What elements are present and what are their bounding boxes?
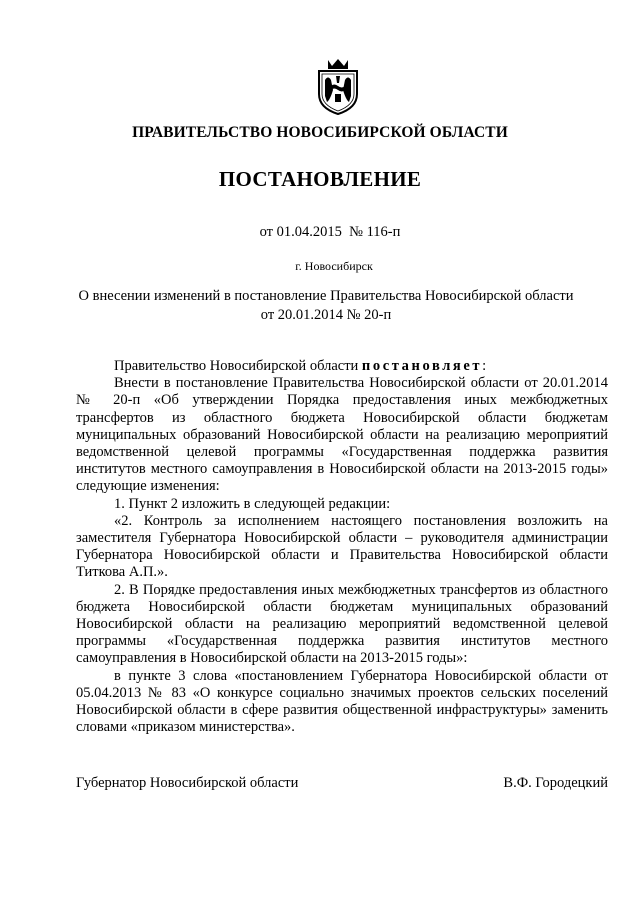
body-paragraph-3: 1. Пункт 2 изложить в следующей редакции: [114,495,391,512]
body-paragraph-4: «2. Контроль за исполнением настоящего постановления возложить на заместителя Губернатора Новосибирской области – руководителя администрации Губернатора Новосибирской области и Правительства Новосибирской области Титкова А.П.». [76,512,608,581]
preamble-colon: : [482,358,487,374]
signatory-name: В.Ф. Городецкий [503,775,608,791]
body-paragraph-5: 2. В Порядке предоставления иных межбюджетных трансфертов из областного бюджета Новосибирской области бюджетам муниципальных образований Новосибирской области на реализацию мероприятий ведомственной целевой программы «Государственная поддержка развития институтов местного самоуправления в Новосибирской области на 2013-2015 годы»: [76,581,608,667]
novosibirsk-coat-of-arms-icon [314,56,362,116]
signatory-position: Губернатор Новосибирской области [76,775,299,791]
preamble-text: Правительство Новосибирской области [114,358,362,374]
government-title: ПРАВИТЕЛЬСТВО НОВОСИБИРСКОЙ ОБЛАСТИ [132,124,508,141]
subject-line-2: от 20.01.2014 № 20-п [260,307,392,323]
document-type-title: ПОСТАНОВЛЕНИЕ [218,167,422,191]
subject-line-1: О внесении изменений в постановление Правительства Новосибирской области [78,288,574,304]
body-paragraph-2: Внести в постановление Правительства Новосибирской области от 20.01.2014 № 20-п «Об утверждении Порядка предоставления иных межбюджетных трансфертов из областного бюджета Новосибирской области бюджетам муниципальных образований Новосибирской области на реализацию мероприятий ведомственной целевой программы «Государственная поддержка развития институтов местного самоуправления в Новосибирской области на 2013-2015 годы» следующие изменения: [76,375,608,495]
city-line: г. Новосибирск [295,259,373,273]
date-number-line: от 01.04.2015 № 116-п [259,224,401,240]
decree-verb: постановляет [361,358,483,374]
body-paragraph-1 [76,358,608,375]
document-body [76,358,608,736]
document-subject [26,287,626,325]
body-paragraph-6: в пункте 3 слова «постановлением Губернатора Новосибирской области от 05.04.2013 № 83 «О конкурсе социально значимых проектов сельских поселений Новосибирской области в сфере развития общественной инфраструктуры» заменить словами «приказом министерства». [76,667,608,736]
